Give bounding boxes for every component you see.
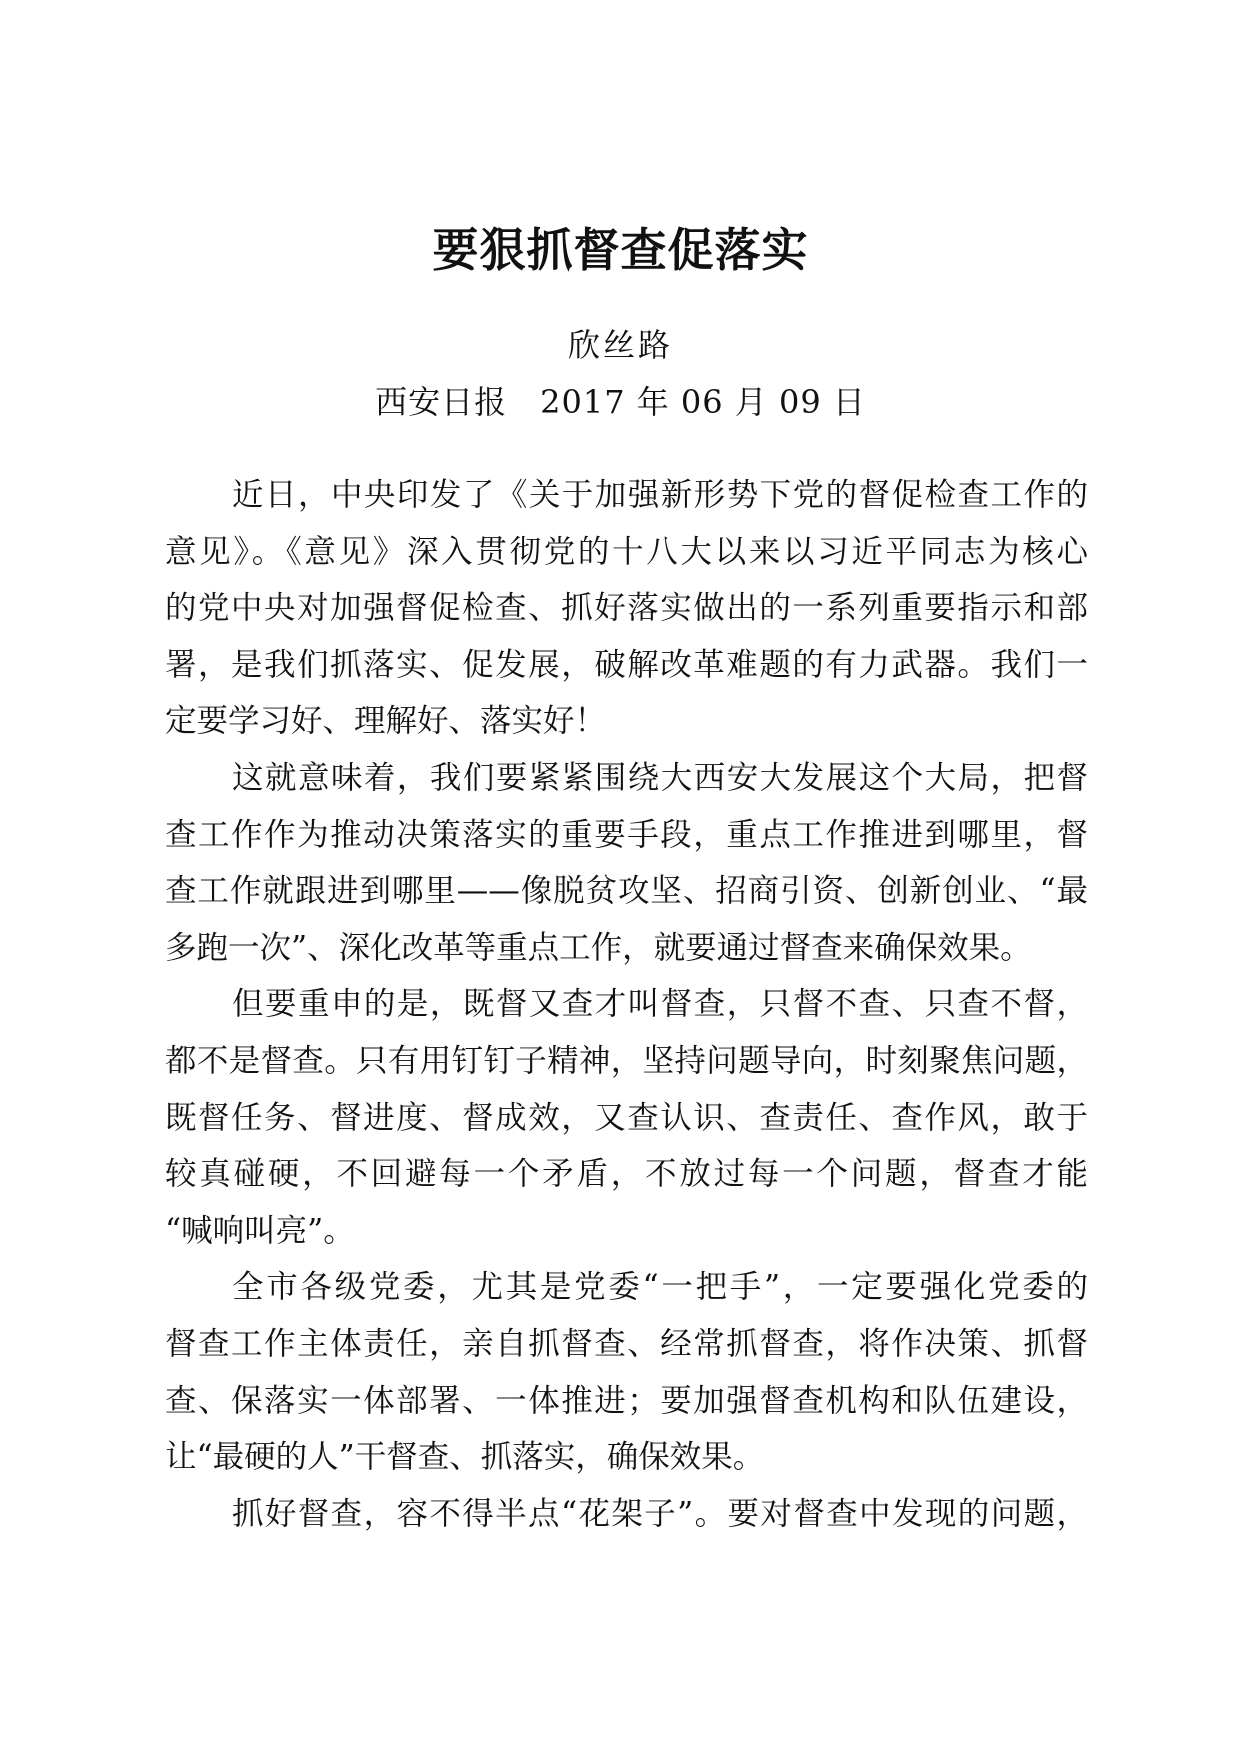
paragraph-line: 查工作就跟进到哪里——像脱贫攻坚、招商引资、创新创业、“最 bbox=[165, 873, 1088, 910]
paragraph-line: 较真碰硬，不回避每一个矛盾，不放过每一个问题，督查才能 bbox=[165, 1156, 1088, 1193]
paragraph-line: 这就意味着，我们要紧紧围绕大西安大发展这个大局，把督 bbox=[232, 759, 1088, 796]
paragraph-line: 署，是我们抓落实、促发展，破解改革难题的有力武器。我们一 bbox=[165, 646, 1088, 683]
article-body bbox=[165, 467, 1088, 1542]
paragraph-line: 查、保落实一体部署、一体推进；要加强督查机构和队伍建设， bbox=[165, 1382, 1088, 1419]
paragraph-line: “喊响叫亮”。 bbox=[165, 1212, 355, 1249]
paragraph-line: 既督任务、督进度、督成效，又查认识、查责任、查作风，敢于 bbox=[165, 1099, 1088, 1136]
article-title: 要狠抓督查促落实 bbox=[432, 223, 809, 277]
paragraph-line: 意见》。《意见》深入贯彻党的十八大以来以习近平同志为核心 bbox=[165, 533, 1088, 570]
paragraph bbox=[165, 1486, 1088, 1543]
paragraph bbox=[165, 750, 1088, 976]
paragraph bbox=[165, 467, 1088, 750]
paragraph-line: 让“最硬的人”干督查、抓落实，确保效果。 bbox=[165, 1439, 765, 1476]
paragraph bbox=[165, 1259, 1088, 1485]
paragraph-line: 查工作作为推动决策落实的重要手段，重点工作推进到哪里，督 bbox=[165, 816, 1088, 853]
article-author: 欣丝路 bbox=[567, 326, 673, 364]
paragraph-line: 定要学习好、理解好、落实好！ bbox=[165, 703, 607, 740]
article-source-date: 西安日报 2017 年 06 月 09 日 bbox=[375, 383, 866, 421]
paragraph-line: 近日，中央印发了《关于加强新形势下党的督促检查工作的 bbox=[232, 477, 1088, 513]
paragraph-line: 都不是督查。只有用钉钉子精神，坚持问题导向，时刻聚焦问题， bbox=[165, 1042, 1088, 1079]
paragraph-line: 督查工作主体责任，亲自抓督查、经常抓督查，将作决策、抓督 bbox=[165, 1325, 1088, 1362]
paragraph-line: 的党中央对加强督促检查、抓好落实做出的一系列重要指示和部 bbox=[165, 590, 1088, 627]
paragraph bbox=[165, 976, 1088, 1259]
paragraph-line: 但要重申的是，既督又查才叫督查，只督不查、只查不督， bbox=[232, 986, 1088, 1023]
paragraph-line: 抓好督查，容不得半点“花架子”。要对督查中发现的问题， bbox=[232, 1495, 1088, 1532]
paragraph-line: 全市各级党委，尤其是党委“一把手”，一定要强化党委的 bbox=[232, 1269, 1088, 1306]
paragraph-line: 多跑一次”、深化改革等重点工作，就要通过督查来确保效果。 bbox=[165, 929, 1032, 966]
